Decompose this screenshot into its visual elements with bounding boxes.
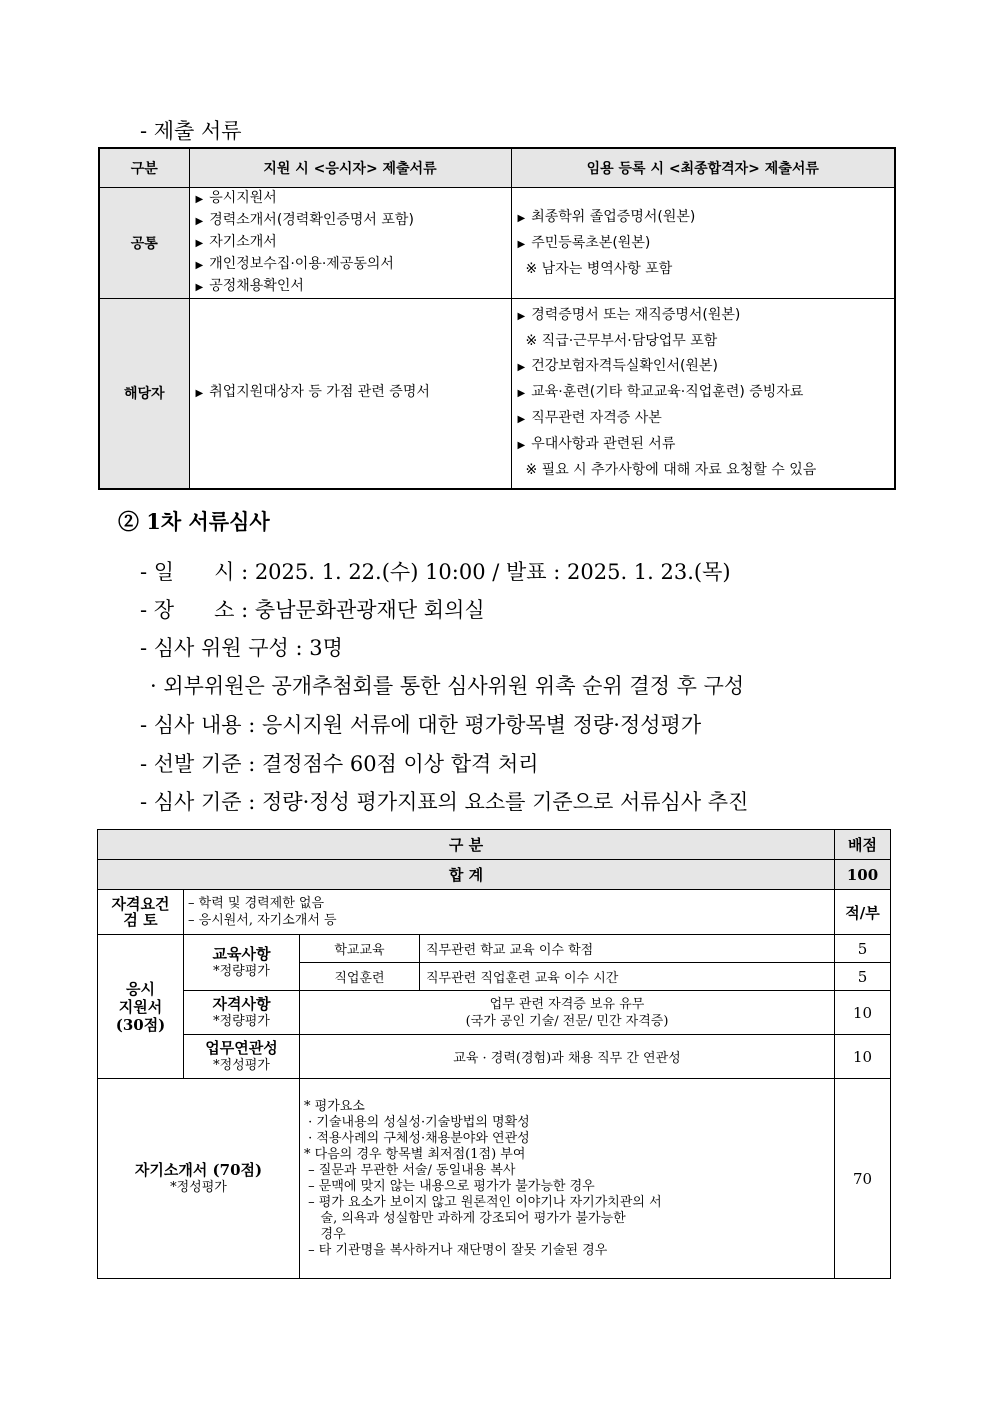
selfintro-criteria-line: – 질문과 무관한 서술/ 동일내용 복사 [304, 1162, 516, 1178]
bullet-triangle-icon: ▶ [517, 362, 526, 374]
doc-list-text: 최종학위 졸업증명서(원본) [531, 208, 696, 225]
docs-final-cell [511, 299, 895, 489]
screening-title: ② 1차 서류심사 [118, 509, 270, 534]
eligibility-items [184, 890, 835, 935]
license-desc: 업무 관련 자격증 보유 유무 [489, 996, 645, 1012]
score-total-label: 합 계 [98, 860, 835, 890]
eligibility-item: – 학력 및 경력제한 없음 [188, 896, 325, 911]
doc-list-item [518, 432, 895, 458]
edu-points: 5 [835, 963, 891, 991]
docs-applicant-cell [189, 299, 511, 489]
doc-list-item [518, 303, 895, 329]
score-license-row [98, 991, 891, 1035]
license-desc-cell [300, 991, 835, 1035]
section-title: - 제출 서류 [140, 119, 242, 143]
docs-row-label: 공통 [99, 188, 189, 299]
relevance-label-cell [184, 1035, 300, 1079]
doc-list-text: 주민등록초본(원본) [531, 234, 651, 251]
doc-list-item [518, 406, 895, 432]
license-label-cell [184, 991, 300, 1035]
score-total-row [98, 860, 891, 890]
selfintro-points: 70 [835, 1079, 891, 1279]
relevance-points: 10 [835, 1035, 891, 1079]
edu-type: 학교교육 [300, 935, 420, 963]
doc-list-text: ※ 필요 시 추가사항에 대해 자료 요청할 수 있음 [525, 462, 817, 479]
edu-points: 5 [835, 935, 891, 963]
bullet-triangle-icon: ▶ [195, 388, 204, 400]
score-header-category: 구 분 [98, 830, 835, 860]
bullet-triangle-icon: ▶ [517, 212, 526, 224]
relevance-label: 업무연관성 [205, 1038, 278, 1057]
bullet-triangle-icon: ▶ [517, 414, 526, 426]
license-desc-sub: (국가 공인 기술/ 전문/ 민간 자격증) [465, 1013, 669, 1029]
doc-list-text: 경력증명서 또는 재직증명서(원본) [531, 307, 741, 324]
selfintro-criteria-line: – 평가 요소가 보이지 않고 원론적인 이야기나 자기가치관의 서 [304, 1194, 662, 1210]
selfintro-criteria-line: * 평가요소 [304, 1098, 365, 1114]
doc-list-item [518, 231, 895, 257]
applicant-doc-list [190, 188, 511, 298]
screening-line-committee: - 심사 위원 구성 : 3명 [140, 636, 343, 660]
screening-line-content: - 심사 내용 : 응시지원 서류에 대한 평가항목별 정량·정성평가 [140, 713, 702, 737]
screening-line-place: - 장 소 : 충남문화관광재단 회의실 [140, 598, 485, 622]
bullet-triangle-icon: ▶ [517, 238, 526, 250]
doc-list-text: 자기소개서 [209, 234, 277, 250]
doc-list-item [518, 205, 895, 231]
relevance-desc: 교육 · 경력(경험)과 채용 직무 간 연관성 [300, 1035, 835, 1079]
score-header-points: 배점 [835, 830, 891, 860]
eligibility-label: 자격요건 검 토 [98, 890, 184, 935]
doc-list-text: 응시지원서 [209, 190, 277, 206]
docs-header-category: 구분 [99, 148, 189, 188]
applicant-doc-list [190, 382, 511, 404]
bullet-triangle-icon: ▶ [195, 282, 204, 293]
relevance-sub: *정성평가 [213, 1057, 270, 1073]
selfintro-criteria-line: * 다음의 경우 항목별 최저점(1점) 부여 [304, 1146, 526, 1162]
selfintro-criteria-line: – 타 기관명을 복사하거나 재단명이 잘못 기술된 경우 [304, 1242, 608, 1258]
license-label: 자격사항 [212, 994, 271, 1013]
doc-list-text: 건강보험자격득실확인서(원본) [531, 358, 718, 375]
doc-list-text: 직무관련 자격증 사본 [531, 410, 662, 427]
doc-list-item [518, 257, 895, 282]
license-sub: *정량평가 [213, 1013, 270, 1029]
docs-row-common [99, 188, 895, 299]
submission-docs-table [98, 147, 896, 490]
docs-header-row [99, 148, 895, 188]
selfintro-label-cell [98, 1079, 300, 1279]
selfintro-criteria-line: 술, 의욕과 성실함만 과하게 강조되어 평가가 불가능한 [304, 1210, 626, 1226]
doc-list-item [196, 210, 511, 232]
doc-list-text: ※ 직급·근무부서·담당업무 포함 [525, 333, 718, 350]
final-doc-list [512, 205, 895, 282]
selfintro-label: 자기소개서 (70점) [134, 1160, 263, 1179]
doc-list-item [196, 254, 511, 276]
docs-final-cell [511, 188, 895, 299]
doc-list-item [196, 188, 511, 210]
selfintro-criteria-line: – 문맥에 맞지 않는 내용으로 평가가 불가능한 경우 [304, 1178, 595, 1194]
doc-list-text: 취업지원대상자 등 가점 관련 증명서 [209, 384, 430, 401]
doc-list-text: 공정채용확인서 [209, 278, 304, 294]
docs-header-applicant: 지원 시 <응시자> 제출서류 [189, 148, 511, 188]
eligibility-item: – 응시원서, 자기소개서 등 [188, 913, 337, 928]
doc-list-item [518, 354, 895, 380]
edu-type: 직업훈련 [300, 963, 420, 991]
bullet-triangle-icon: ▶ [195, 194, 204, 205]
docs-header-final: 임용 등록 시 <최종합격자> 제출서류 [511, 148, 895, 188]
score-selfintro-row [98, 1079, 891, 1279]
doc-list-text: 개인정보수집·이용·제공동의서 [209, 256, 394, 272]
doc-list-item [196, 232, 511, 254]
bullet-triangle-icon: ▶ [517, 440, 526, 452]
score-eligibility-row [98, 890, 891, 935]
selfintro-criteria [300, 1079, 835, 1279]
selfintro-criteria-line: · 기술내용의 성실성·기술방법의 명확성 [304, 1114, 530, 1130]
bullet-triangle-icon: ▶ [517, 388, 526, 400]
final-doc-list [512, 303, 895, 483]
bullet-triangle-icon: ▶ [195, 260, 204, 271]
screening-line-date: - 일 시 : 2025. 1. 22.(수) 10:00 / 발표 : 2025. 1. 23.(목) [140, 560, 731, 584]
education-sub: *정량평가 [213, 963, 270, 979]
bullet-triangle-icon: ▶ [517, 311, 526, 323]
eligibility-points: 적/부 [835, 890, 891, 935]
score-header-row [98, 830, 891, 860]
docs-row-label: 해당자 [99, 299, 189, 489]
docs-row-applicable [99, 299, 895, 489]
screening-line-standard: - 심사 기준 : 정량·정성 평가지표의 요소를 기준으로 서류심사 추진 [140, 790, 749, 814]
screening-line-external: · 외부위원은 공개추첨회를 통한 심사위원 위촉 순위 결정 후 구성 [150, 674, 745, 698]
doc-list-item [518, 329, 895, 354]
score-table [97, 829, 891, 1279]
doc-list-item [196, 276, 511, 298]
docs-applicant-cell [189, 188, 511, 299]
edu-desc: 직무관련 학교 교육 이수 학점 [420, 935, 835, 963]
bullet-triangle-icon: ▶ [195, 238, 204, 249]
doc-list-item [196, 382, 511, 404]
score-edu-school-row [98, 935, 891, 963]
score-total-points: 100 [835, 860, 891, 890]
application-label: 응시 지원서 (30점) [98, 935, 184, 1079]
education-label: 교육사항 [212, 944, 271, 963]
bullet-triangle-icon: ▶ [195, 216, 204, 227]
selfintro-criteria-list [304, 1099, 830, 1259]
doc-list-item [518, 458, 895, 483]
selfintro-sub: *정성평가 [170, 1179, 227, 1195]
license-points: 10 [835, 991, 891, 1035]
edu-desc: 직무관련 직업훈련 교육 이수 시간 [420, 963, 835, 991]
doc-list-text: 교육·훈련(기타 학교교육·직업훈련) 증빙자료 [531, 384, 804, 401]
score-relevance-row [98, 1035, 891, 1079]
selfintro-criteria-line: · 적용사례의 구체성·채용분야와 연관성 [304, 1130, 530, 1146]
doc-list-item [518, 380, 895, 406]
education-label-cell [184, 935, 300, 991]
doc-list-text: ※ 남자는 병역사항 포함 [525, 260, 673, 277]
doc-list-text: 경력소개서(경력확인증명서 포함) [209, 212, 414, 228]
doc-list-text: 우대사항과 관련된 서류 [531, 436, 676, 453]
screening-line-criteria: - 선발 기준 : 결정점수 60점 이상 합격 처리 [140, 752, 539, 776]
selfintro-criteria-line: 경우 [304, 1226, 346, 1242]
